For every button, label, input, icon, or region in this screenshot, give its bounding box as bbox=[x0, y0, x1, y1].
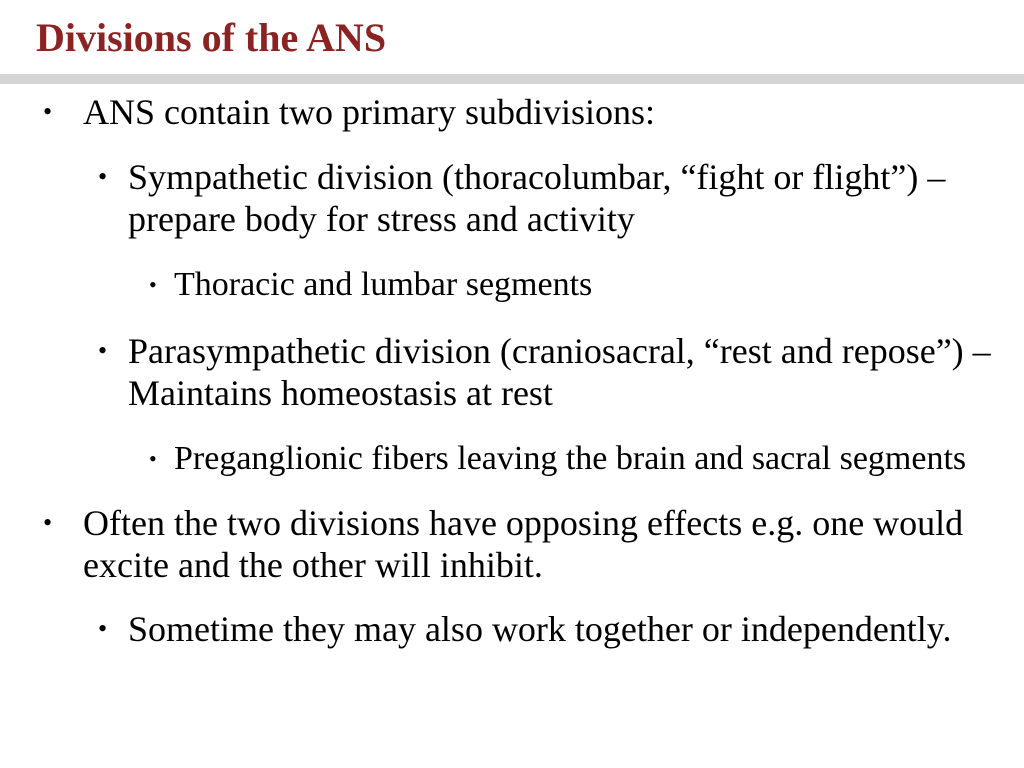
bullet-marker: • bbox=[149, 446, 157, 471]
slide-title: Divisions of the ANS bbox=[36, 15, 387, 60]
bullet-marker: • bbox=[43, 97, 53, 126]
bullet-marker: • bbox=[98, 614, 108, 643]
bullet-item bbox=[0, 264, 994, 306]
bullet-list bbox=[0, 88, 1024, 650]
bullet-item bbox=[0, 502, 1008, 586]
bullet-item bbox=[0, 91, 1008, 133]
bullet-marker: • bbox=[98, 162, 108, 191]
bullet-text: Sometime they may also work together or independently. bbox=[128, 609, 952, 649]
bullet-item bbox=[0, 330, 1008, 414]
bullet-item bbox=[0, 608, 1008, 650]
bullet-text: Preganglionic fibers leaving the brain and sacral segments bbox=[174, 440, 967, 477]
bullet-marker: • bbox=[149, 272, 157, 297]
bullet-text: Sympathetic division (thoracolumbar, “fight or flight”) – prepare body for stress and activity bbox=[128, 157, 946, 239]
bullet-item bbox=[0, 156, 1008, 240]
bullet-text: ANS contain two primary subdivisions: bbox=[83, 92, 655, 132]
bullet-item bbox=[0, 438, 994, 480]
title-divider bbox=[0, 74, 1024, 84]
bullet-marker: • bbox=[98, 336, 108, 365]
bullet-marker: • bbox=[43, 508, 53, 537]
bullet-text: Often the two divisions have opposing effects e.g. one would excite and the other will inhibit. bbox=[83, 503, 964, 585]
bullet-text: Thoracic and lumbar segments bbox=[174, 266, 593, 303]
bullet-text: Parasympathetic division (craniosacral, “rest and repose”) – Maintains homeostasis at rest bbox=[128, 331, 991, 413]
